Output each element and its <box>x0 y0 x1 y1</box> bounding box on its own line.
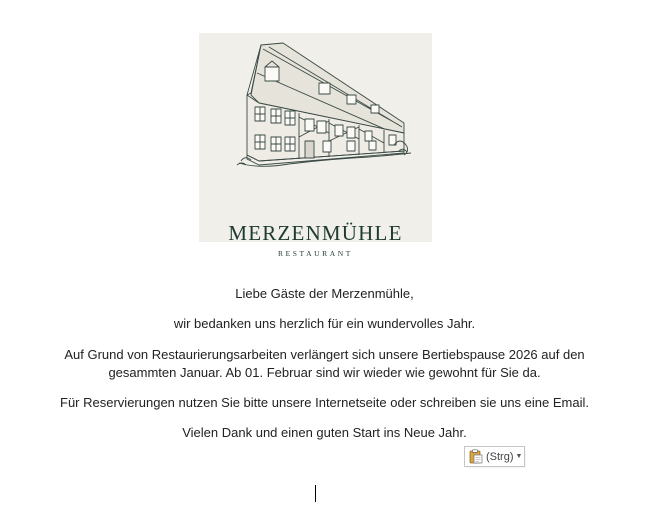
restaurant-logo[interactable] <box>199 33 432 258</box>
building-illustration <box>199 33 432 213</box>
paste-options-button[interactable] <box>464 446 525 467</box>
brand-subtitle: RESTAURANT <box>278 249 353 258</box>
brand-name: MERZENMÜHLE <box>228 221 403 245</box>
text-cursor <box>315 485 316 502</box>
clipboard-icon <box>469 449 483 464</box>
closure-notice-line-2[interactable]: gesammten Januar. Ab 01. Februar sind wir wieder wie gewohnt für Sie da. <box>108 365 541 380</box>
paste-options-label: (Strg) <box>486 450 514 463</box>
greeting-line[interactable]: Liebe Gäste der Merzenmühle, <box>235 286 414 301</box>
chevron-down-icon: ▼ <box>515 453 523 460</box>
closure-notice-line-1[interactable]: Auf Grund von Restaurierungsarbeiten verlängert sich unsere Bertiebspause 2026 auf den <box>64 347 585 362</box>
thanks-line[interactable]: wir bedanken uns herzlich für ein wundervolles Jahr. <box>173 316 476 331</box>
closing-line[interactable]: Vielen Dank und einen guten Start ins Neue Jahr. <box>182 425 467 440</box>
reservation-line[interactable]: Für Reservierungen nutzen Sie bitte unsere Internetseite oder schreiben sie uns eine Email. <box>60 395 589 410</box>
